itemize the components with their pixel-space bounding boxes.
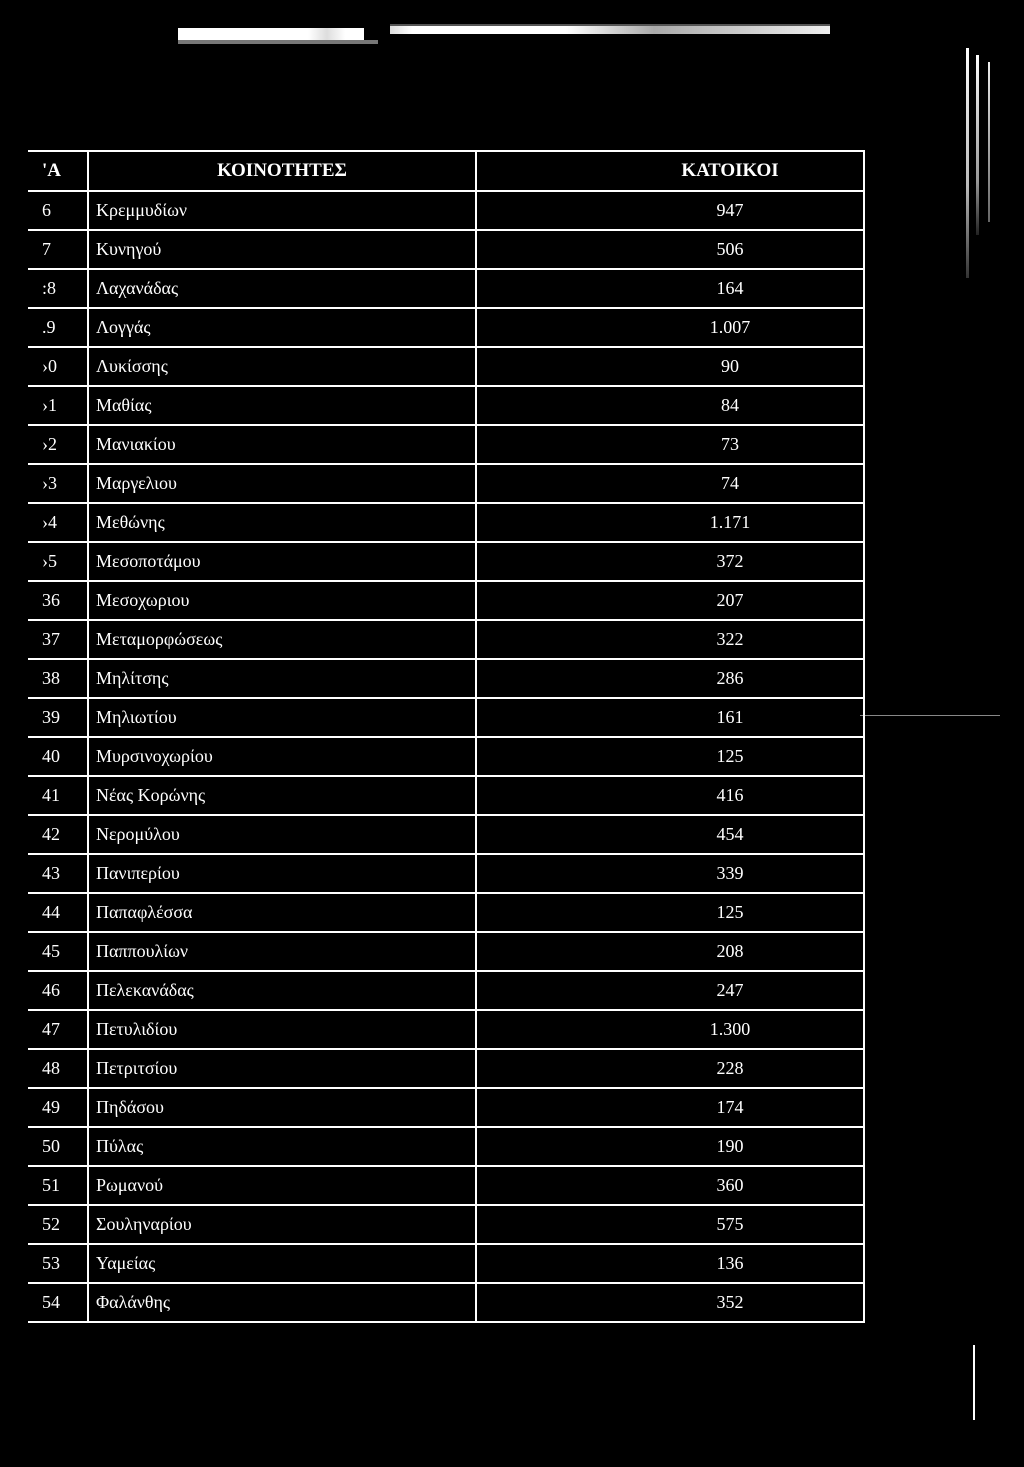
table-row [28, 776, 864, 815]
row-number: 40 [28, 737, 88, 776]
row-community-name: Πετυλιδίου [88, 1010, 476, 1049]
row-number: 47 [28, 1010, 88, 1049]
row-number: 52 [28, 1205, 88, 1244]
table-row [28, 308, 864, 347]
scan-artifact-mid-line [860, 715, 1000, 716]
row-number: 36 [28, 581, 88, 620]
row-community-name: Μυρσινοχωρίου [88, 737, 476, 776]
header-inhabitants: ΚΑΤΟΙΚΟΙ [476, 151, 864, 191]
row-number: 53 [28, 1244, 88, 1283]
row-number: 45 [28, 932, 88, 971]
table-row [28, 464, 864, 503]
row-community-name: Πανιπερίου [88, 854, 476, 893]
scan-artifact-right-bar-2 [976, 55, 979, 235]
row-inhabitants: 125 [476, 737, 864, 776]
row-inhabitants: 207 [476, 581, 864, 620]
table-row [28, 659, 864, 698]
table-row [28, 191, 864, 230]
row-community-name: Νέας Κορώνης [88, 776, 476, 815]
row-number: 54 [28, 1283, 88, 1322]
row-number: 39 [28, 698, 88, 737]
row-community-name: Ρωμανού [88, 1166, 476, 1205]
row-community-name: Πηδάσου [88, 1088, 476, 1127]
row-community-name: Παπαφλέσσα [88, 893, 476, 932]
row-number: 51 [28, 1166, 88, 1205]
table-row [28, 230, 864, 269]
table-row [28, 425, 864, 464]
table-row [28, 542, 864, 581]
row-inhabitants: 247 [476, 971, 864, 1010]
table-header-row [28, 151, 864, 191]
row-number: 44 [28, 893, 88, 932]
row-community-name: Κυνηγού [88, 230, 476, 269]
table-row [28, 347, 864, 386]
row-number: 37 [28, 620, 88, 659]
row-community-name: Μηλιωτίου [88, 698, 476, 737]
row-inhabitants: 228 [476, 1049, 864, 1088]
row-community-name: Μηλίτσης [88, 659, 476, 698]
row-community-name: Φαλάνθης [88, 1283, 476, 1322]
table-row [28, 698, 864, 737]
table-row [28, 737, 864, 776]
row-community-name: Λαχανάδας [88, 269, 476, 308]
table-row [28, 1049, 864, 1088]
scan-artifact-right-bar-bottom [973, 1345, 975, 1420]
row-community-name: Μανιακίου [88, 425, 476, 464]
row-community-name: Σουληναρίου [88, 1205, 476, 1244]
table-row [28, 893, 864, 932]
row-inhabitants: 164 [476, 269, 864, 308]
row-number: :8 [28, 269, 88, 308]
row-inhabitants: 84 [476, 386, 864, 425]
row-inhabitants: 339 [476, 854, 864, 893]
table-body [28, 191, 864, 1322]
row-inhabitants: 161 [476, 698, 864, 737]
row-number: 41 [28, 776, 88, 815]
table-row [28, 1088, 864, 1127]
row-number: 6 [28, 191, 88, 230]
table-row [28, 1166, 864, 1205]
header-communities: ΚΟΙΝΟΤΗΤΕΣ [88, 151, 476, 191]
row-number: 49 [28, 1088, 88, 1127]
table-row [28, 1283, 864, 1322]
row-inhabitants: 90 [476, 347, 864, 386]
table-row [28, 581, 864, 620]
scan-artifact-top-left [178, 28, 364, 40]
table-row [28, 1244, 864, 1283]
table-row [28, 854, 864, 893]
row-inhabitants: 947 [476, 191, 864, 230]
row-number: ›3 [28, 464, 88, 503]
row-number: ›0 [28, 347, 88, 386]
row-community-name: Κρεμμυδίων [88, 191, 476, 230]
row-community-name: Πύλας [88, 1127, 476, 1166]
row-inhabitants: 322 [476, 620, 864, 659]
row-number: 42 [28, 815, 88, 854]
row-inhabitants: 1.171 [476, 503, 864, 542]
row-number: ›5 [28, 542, 88, 581]
table-row [28, 269, 864, 308]
row-number: ›2 [28, 425, 88, 464]
row-inhabitants: 372 [476, 542, 864, 581]
row-community-name: Μαθίας [88, 386, 476, 425]
table-row [28, 971, 864, 1010]
row-inhabitants: 352 [476, 1283, 864, 1322]
row-number: 48 [28, 1049, 88, 1088]
row-inhabitants: 174 [476, 1088, 864, 1127]
table-row [28, 932, 864, 971]
row-number: ›1 [28, 386, 88, 425]
row-community-name: Μεταμορφώσεως [88, 620, 476, 659]
row-number: 46 [28, 971, 88, 1010]
row-number: .9 [28, 308, 88, 347]
row-inhabitants: 74 [476, 464, 864, 503]
row-inhabitants: 136 [476, 1244, 864, 1283]
row-community-name: Μεσοποτάμου [88, 542, 476, 581]
row-community-name: Λυκίσσης [88, 347, 476, 386]
row-inhabitants: 190 [476, 1127, 864, 1166]
table-row [28, 503, 864, 542]
row-community-name: Υαμείας [88, 1244, 476, 1283]
row-inhabitants: 454 [476, 815, 864, 854]
row-community-name: Παππουλίων [88, 932, 476, 971]
row-community-name: Μαργελιου [88, 464, 476, 503]
row-community-name: Νερομύλου [88, 815, 476, 854]
scan-artifact-top-right [390, 26, 830, 34]
row-inhabitants: 286 [476, 659, 864, 698]
table-row [28, 386, 864, 425]
scan-artifact-right-bar-3 [988, 62, 990, 222]
table-row [28, 1205, 864, 1244]
row-inhabitants: 506 [476, 230, 864, 269]
row-inhabitants: 360 [476, 1166, 864, 1205]
row-community-name: Πελεκανάδας [88, 971, 476, 1010]
row-inhabitants: 208 [476, 932, 864, 971]
row-number: 7 [28, 230, 88, 269]
row-community-name: Λογγάς [88, 308, 476, 347]
table-row [28, 620, 864, 659]
row-inhabitants: 416 [476, 776, 864, 815]
row-inhabitants: 73 [476, 425, 864, 464]
communities-table [28, 150, 865, 1323]
table-row [28, 1010, 864, 1049]
row-inhabitants: 125 [476, 893, 864, 932]
row-community-name: Πετριτσίου [88, 1049, 476, 1088]
header-number: 'A [28, 151, 88, 191]
scan-artifact-right-bar-1 [966, 48, 969, 278]
row-community-name: Μεθώνης [88, 503, 476, 542]
scan-artifact-top-left-edge [178, 40, 378, 44]
row-inhabitants: 1.007 [476, 308, 864, 347]
row-inhabitants: 575 [476, 1205, 864, 1244]
row-number: ›4 [28, 503, 88, 542]
table-row [28, 815, 864, 854]
table-row [28, 1127, 864, 1166]
communities-table-wrapper [28, 150, 865, 1323]
row-number: 38 [28, 659, 88, 698]
row-inhabitants: 1.300 [476, 1010, 864, 1049]
row-number: 50 [28, 1127, 88, 1166]
row-community-name: Μεσοχωριου [88, 581, 476, 620]
row-number: 43 [28, 854, 88, 893]
